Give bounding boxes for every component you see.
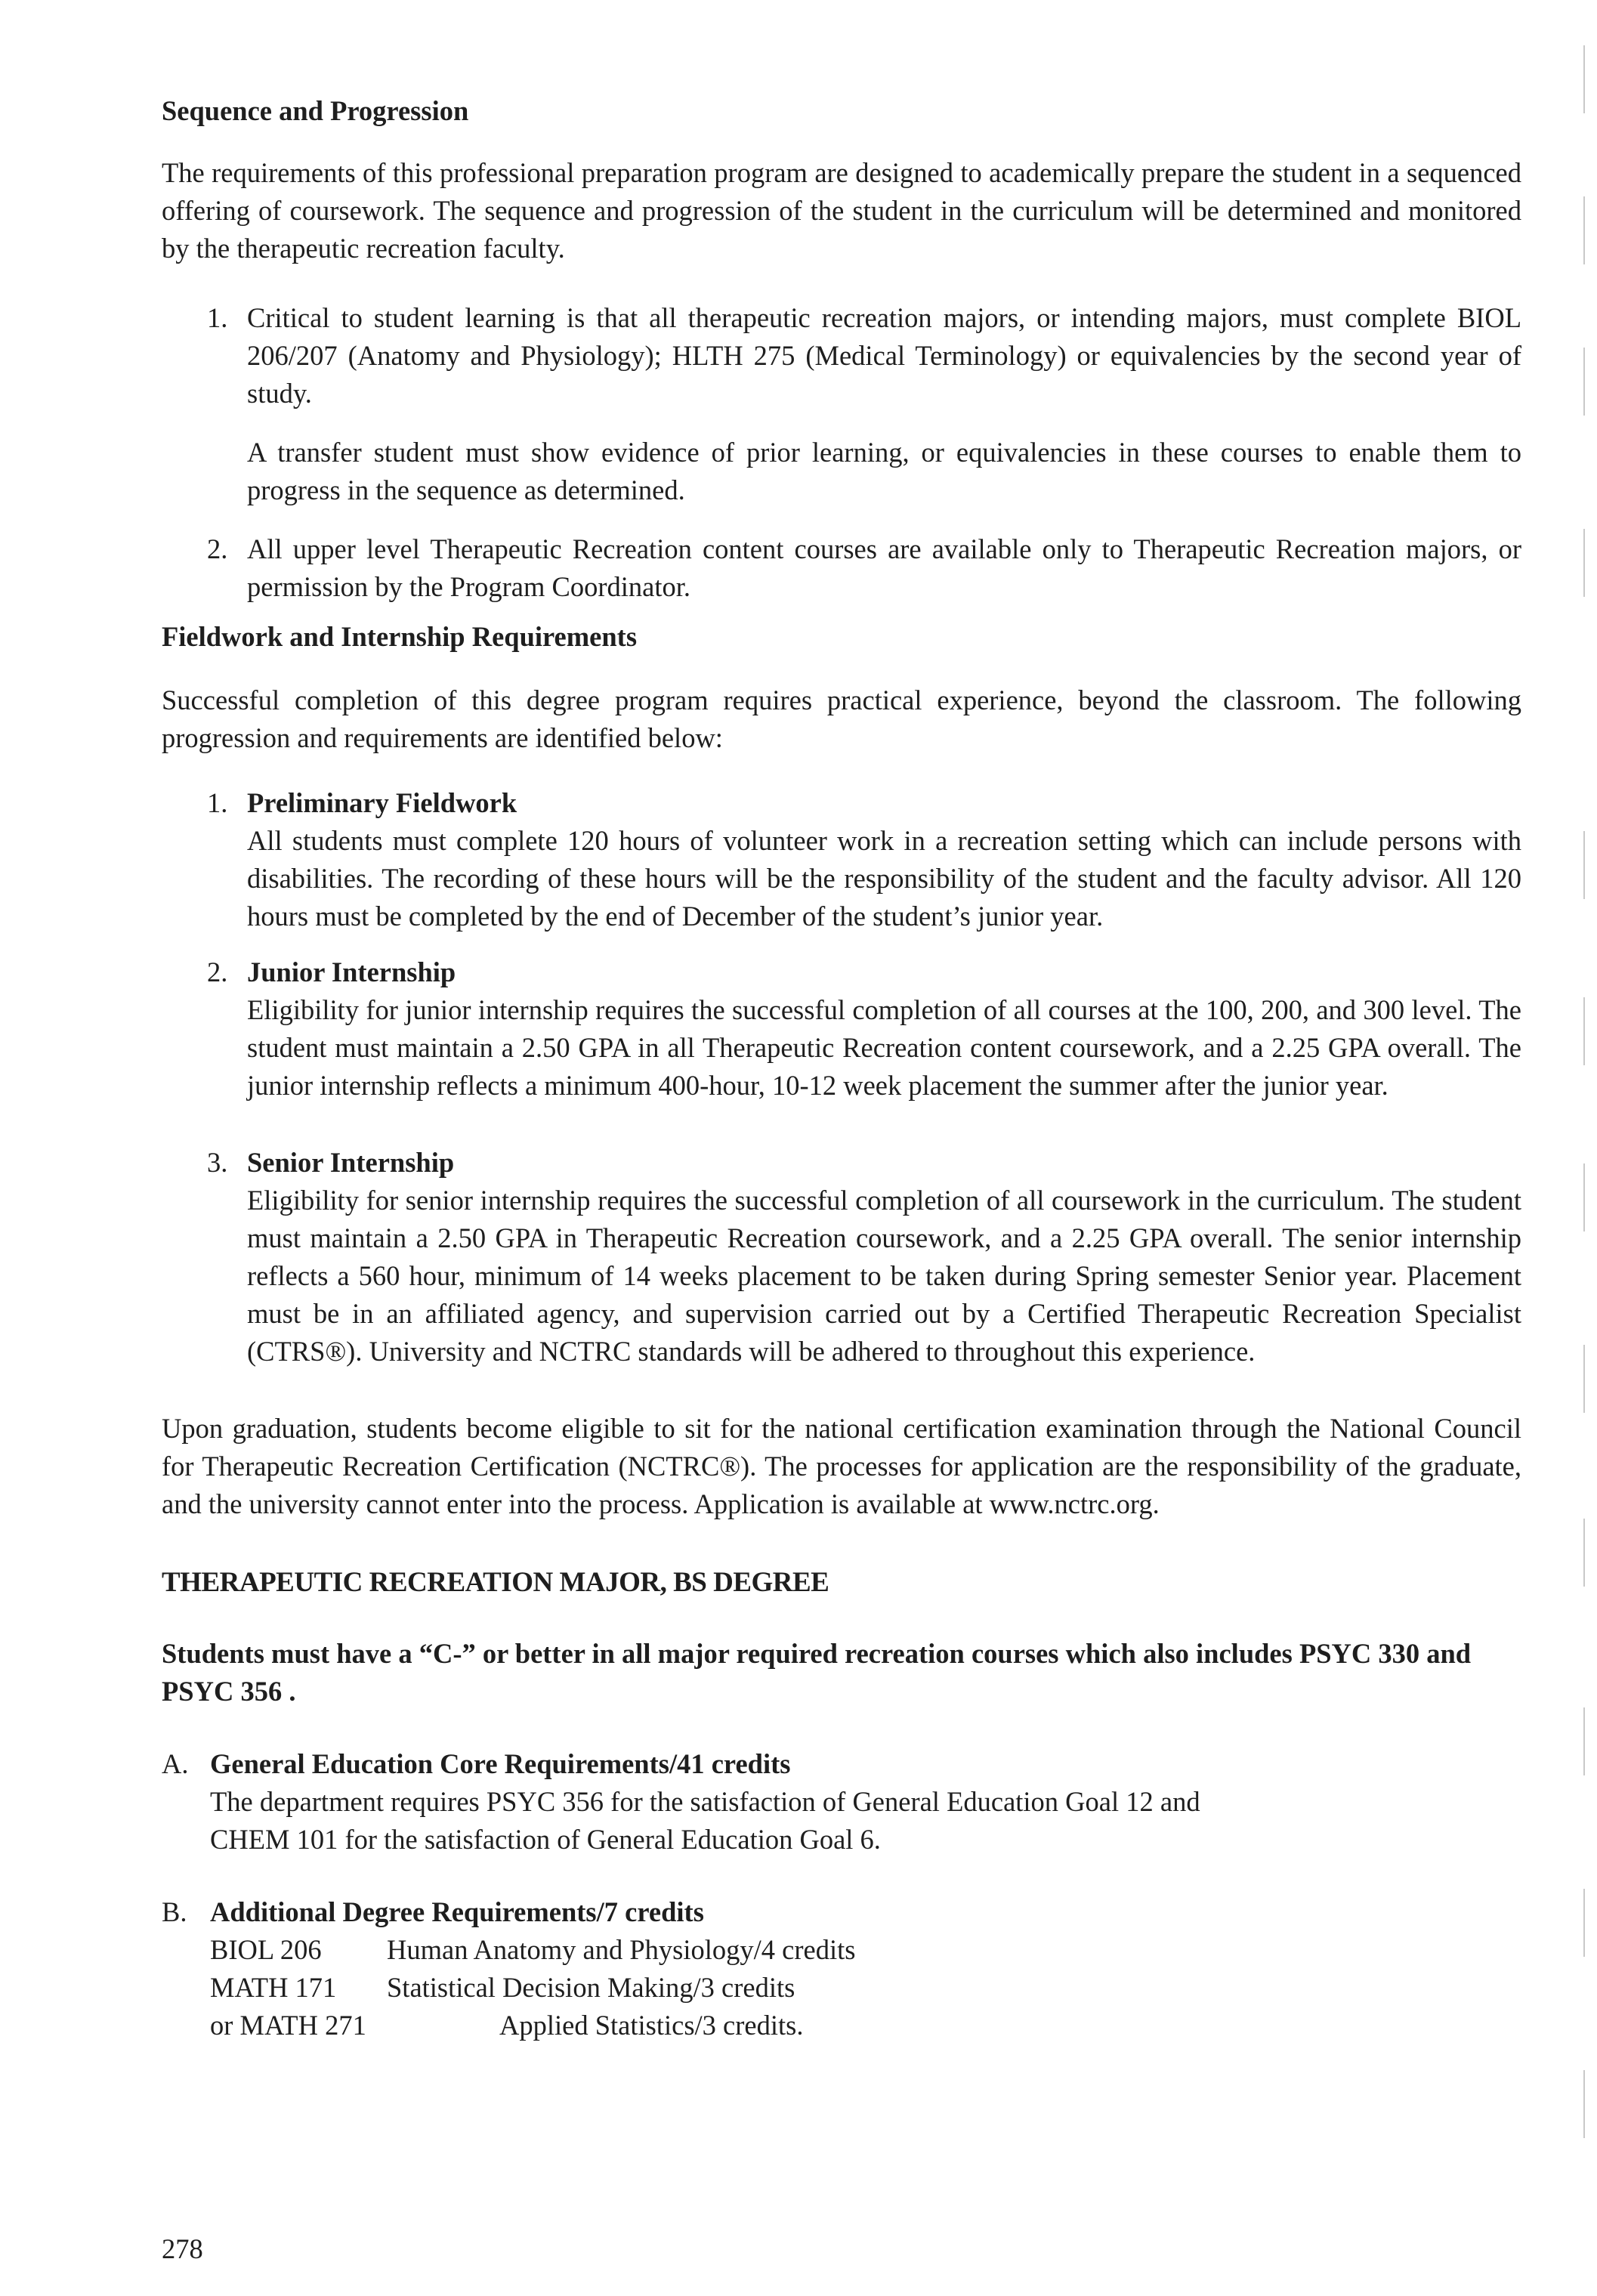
list-number: 2.	[207, 533, 228, 564]
requirement-title: General Education Core Requirements/41 credits	[210, 1748, 791, 1779]
list-item-title: Junior Internship	[247, 956, 456, 987]
list-item-text: All students must complete 120 hours of volunteer work in a recreation setting which can include persons with disabilities. The recording of these hours will be the responsibility of the student and the faculty advisor. All 120 hours must be completed by the end of December of the student’s junior year.	[247, 825, 1521, 932]
requirement-title: Additional Degree Requirements/7 credits	[210, 1896, 704, 1927]
list-number: 3.	[207, 1147, 228, 1178]
course-row	[210, 1931, 1521, 1969]
list-number: 2.	[207, 956, 228, 987]
list-item	[162, 299, 1521, 413]
list-item-junior-internship	[162, 953, 1521, 1105]
section-intro-fieldwork: Successful completion of this degree program requires practical experience, beyond the classroom. The following progression and requirements are identified below:	[162, 684, 1521, 753]
list-item	[162, 530, 1521, 606]
list-item-text: Eligibility for junior internship requires the successful completion of all courses at the 100, 200, and 300 level. The student must maintain a 2.50 GPA in all Therapeutic Recreation content coursework, and a 2.25 GPA overall. The junior internship reflects a minimum 400-hour, 10-12 week placement the summer after the junior year.	[247, 994, 1521, 1101]
list-number: 1.	[207, 787, 228, 818]
list-item-text: Eligibility for senior internship requires the successful completion of all coursework in the curriculum. The student must maintain a 2.50 GPA in Therapeutic Recreation coursework, and a 2.25 GPA overall. The senior internship reflects a 560 hour, minimum of 14 weeks placement to be taken during Spring semester Senior year. Placement must be in an affiliated agency, and supervision carried out by a Certified Therapeutic Recreation Specialist (CTRS®). University and NCTRC standards will be adhered to throughout this experience.	[247, 1185, 1521, 1367]
requirement-line: The department requires PSYC 356 for the satisfaction of General Education Goal 12 and	[210, 1786, 1200, 1817]
list-item-followup: A transfer student must show evidence of prior learning, or equivalencies in these courses to enable them to progress in the sequence as determined.	[247, 437, 1521, 505]
list-item-text: Critical to student learning is that all therapeutic recreation majors, or intending majors, must complete BIOL 206/207 (Anatomy and Physiology); HLTH 275 (Medical Terminology) or equivalencies by the second year of study.	[247, 302, 1521, 409]
course-code: BIOL 206	[210, 1934, 322, 1965]
list-item-title: Senior Internship	[247, 1147, 455, 1178]
course-name: Applied Statistics/3 credits.	[499, 2010, 804, 2041]
requirement-letter: B.	[162, 1896, 187, 1927]
section-heading-fieldwork: Fieldwork and Internship Requirements	[162, 621, 638, 652]
requirement-general-education	[162, 1745, 1521, 1859]
list-number: 1.	[207, 302, 228, 333]
course-name: Human Anatomy and Physiology/4 credits	[387, 1934, 856, 1965]
list-item-title: Preliminary Fieldwork	[247, 787, 517, 818]
section-intro-sequence: The requirements of this professional preparation program are designed to academically prepare the student in a sequenced offering of coursework. The sequence and progression of the student in the curriculum will be determined and monitored by the therapeutic recreation faculty.	[162, 157, 1521, 264]
major-heading	[162, 1564, 1521, 1602]
list-item-senior-internship	[162, 1144, 1521, 1370]
section-heading-sequence: Sequence and Progression	[162, 95, 469, 126]
course-row	[210, 2007, 1521, 2044]
requirement-additional-degree	[162, 1893, 1521, 2044]
graduation-paragraph: Upon graduation, students become eligible to sit for the national certification examination through the National Council for Therapeutic Recreation Certification (NCTRC®). The processes for application are the responsibility of the graduate, and the university cannot enter into the process. Application is available at www.nctrc.org.	[162, 1413, 1521, 1519]
list-item-preliminary-fieldwork	[162, 784, 1521, 935]
course-code: or MATH 271	[210, 2010, 366, 2041]
binding-margin-marks	[1583, 45, 1588, 2236]
course-name: Statistical Decision Making/3 credits	[387, 1972, 795, 2003]
course-code: MATH 171	[210, 1972, 337, 2003]
page-number: 278	[162, 2233, 203, 2264]
major-heading-text: THERAPEUTIC RECREATION MAJOR, BS DEGREE	[162, 1567, 829, 1598]
list-item-text: All upper level Therapeutic Recreation content courses are available only to Therapeutic Recreation majors, or permission by the Program Coordinator.	[247, 533, 1521, 602]
grade-requirement-note: Students must have a “C-” or better in all major required recreation courses which also includes PSYC 330 and PSYC 356 .	[162, 1638, 1472, 1707]
course-row	[210, 1969, 1521, 2007]
document-page	[162, 92, 1521, 2044]
requirement-line: CHEM 101 for the satisfaction of General Education Goal 6.	[210, 1824, 881, 1855]
requirement-letter: A.	[162, 1748, 189, 1779]
